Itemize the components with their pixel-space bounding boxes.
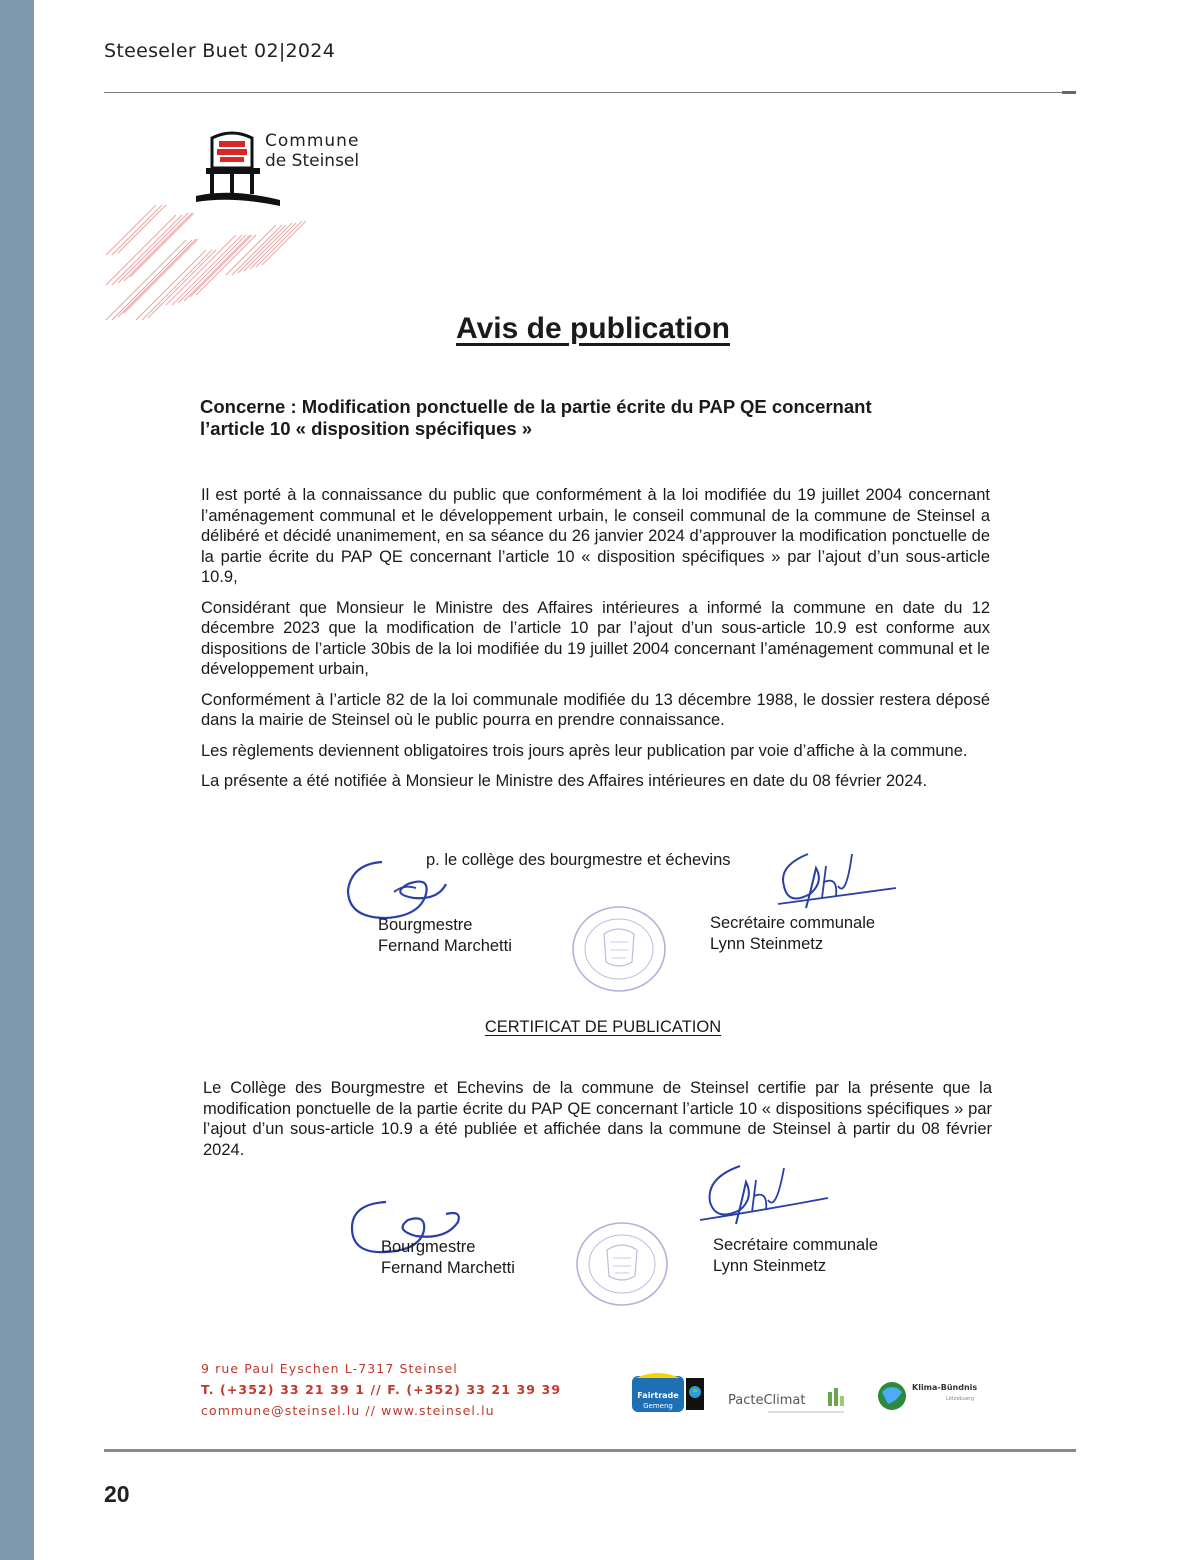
mayor-signature-block-2 [381, 1237, 515, 1279]
secretary-signature-block [710, 913, 875, 955]
secretary-signature-2 [694, 1160, 830, 1232]
footer-rule [104, 1449, 1076, 1452]
page-edge-band [0, 0, 34, 1560]
notice-body [201, 485, 990, 802]
secretary-signature-block-2 [713, 1235, 878, 1277]
subject-line-1: Concerne : Modification ponctuelle de la partie écrite du PAP QE concernant [200, 396, 872, 417]
footer-address: 9 rue Paul Eyschen L-7317 Steinsel [201, 1361, 458, 1376]
mayor-name: Fernand Marchetti [378, 937, 512, 955]
klima-buendnis-logo [876, 1378, 986, 1414]
subject-line [200, 396, 990, 440]
footer-web: commune@steinsel.lu // www.steinsel.lu [201, 1403, 495, 1418]
body-paragraph: La présente a été notifiée à Monsieur le Ministre des Affaires intérieures en date du 08 février 2024. [201, 772, 928, 790]
mayor-role: Bourgmestre [378, 916, 473, 934]
secretary-name: Lynn Steinmetz [710, 935, 824, 953]
body-paragraph: Conformément à l’article 82 de la loi communale modifiée du 13 décembre 1988, le dossier restera déposé dans la mairie de Steinsel où le public pourra en prendre connaissance. [201, 690, 990, 729]
body-paragraph: Les règlements deviennent obligatoires trois jours après leur publication par voie d’affiche à la commune. [201, 741, 968, 760]
document-title: Avis de publication [456, 312, 730, 345]
decorative-hatching [106, 205, 306, 320]
fairtrade-logo [630, 1370, 706, 1414]
footer-contact [201, 1358, 561, 1421]
commune-seal-2 [572, 1220, 672, 1308]
fairtrade-label: Fairtrade [637, 1391, 679, 1400]
header-rule-tab [1062, 91, 1076, 94]
body-paragraph: Considérant que Monsieur le Ministre des Affaires intérieures a informé la commune en date du 12 décembre 2023 que la modification de l’article 10 par l’ajout d’un sous-article 10.9 est conforme aux dispositions de l’article 30bis de la loi modifiée du 19 juillet 2004 concernant l’aménagement communal et le développement urbain, [201, 598, 990, 678]
secretary-role-2: Secrétaire communale [713, 1236, 879, 1254]
wordmark-line-1: Commune [265, 131, 360, 151]
mayor-name-2: Fernand Marchetti [381, 1259, 515, 1277]
secretary-role: Secrétaire communale [710, 914, 876, 932]
commune-wordmark [265, 131, 359, 171]
page-number: 20 [104, 1481, 130, 1507]
pacte-climat-logo [728, 1382, 848, 1418]
secretary-signature [768, 846, 898, 916]
klima-sub: Lëtzebuerg [946, 1396, 974, 1402]
pacte-climat-label: PacteClimat [728, 1393, 806, 1408]
issue-header: Steeseler Buet 02|2024 [104, 40, 336, 62]
secretary-name-2: Lynn Steinmetz [713, 1257, 827, 1275]
footer-phone: T. (+352) 33 21 39 1 // F. (+352) 33 21 39 39 [201, 1382, 562, 1397]
subject-line-2: l’article 10 « disposition spécifiques » [200, 418, 533, 439]
college-line: p. le collège des bourgmestre et échevins [426, 851, 731, 869]
header-rule [104, 92, 1076, 93]
mayor-role-2: Bourgmestre [381, 1238, 476, 1256]
certificate-title: CERTIFICAT DE PUBLICATION [484, 1018, 722, 1036]
fairtrade-sub: Gemeng [643, 1402, 673, 1410]
commune-seal [568, 904, 670, 994]
mayor-signature-block [378, 915, 512, 957]
body-paragraph: Il est porté à la connaissance du public que conformément à la loi modifiée du 19 juillet 2004 concernant l’aménagement communal et le développement urbain, le conseil communal de la commune de Steinsel a délibéré et décidé unanimement, en sa séance du 26 janvier 2024 d’approuver la modification ponctuelle de la partie écrite du PAP QE concernant l’article 10 « disposition spécifiques » par l’ajout d’un sous-article 10.9, [201, 486, 990, 586]
klima-label: Klima-Bündnis [912, 1383, 978, 1392]
certificate-text: Le Collège des Bourgmestre et Echevins de la commune de Steinsel certifie par la présente que la modification ponctuelle de la partie écrite du PAP QE concernant l’article 10 « dispositions spécifiques » par l’ajout d’un sous-article 10.9 a été publiée et affichée dans la commune de Steinsel à partir du 08 février 2024. [203, 1079, 992, 1159]
wordmark-line-2: de Steinsel [265, 151, 360, 171]
